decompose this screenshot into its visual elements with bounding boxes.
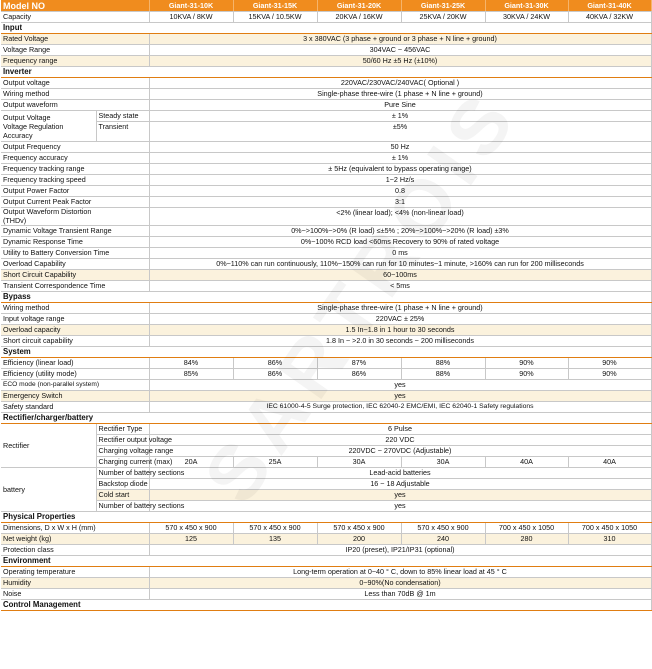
row-label: Backstop diode bbox=[96, 479, 149, 490]
cell-value: 135 bbox=[233, 534, 317, 545]
row-label: Net weight (kg) bbox=[1, 534, 149, 545]
row-value: 220VDC ~ 270VDC (Adjustable) bbox=[149, 446, 651, 457]
cell-value: 85% bbox=[149, 369, 233, 380]
cell-value: 86% bbox=[233, 358, 317, 369]
row-label: Rectifier output voltage bbox=[96, 435, 149, 446]
model-name: Giant-31-20K bbox=[317, 0, 401, 12]
table-row bbox=[1, 142, 651, 153]
cell-value: 240 bbox=[401, 534, 485, 545]
cell-value: 310 bbox=[568, 534, 651, 545]
table-row bbox=[1, 369, 651, 380]
row-label: Input voltage range bbox=[1, 314, 149, 325]
table-row bbox=[1, 534, 651, 545]
table-row bbox=[1, 100, 651, 111]
row-value: 0%~100% RCD load <60ms Recovery to 90% of rated voltage bbox=[149, 237, 651, 248]
table-row bbox=[1, 589, 651, 600]
table-row bbox=[1, 380, 651, 391]
cell-value: 20A bbox=[149, 457, 233, 468]
row-value: 304VAC ~ 456VAC bbox=[149, 45, 651, 56]
cell-value: 700 x 450 x 1050 bbox=[485, 523, 568, 534]
row-value: yes bbox=[149, 380, 651, 391]
cell-value: 125 bbox=[149, 534, 233, 545]
table-row bbox=[1, 523, 651, 534]
row-value: 50/60 Hz ±5 Hz (±10%) bbox=[149, 56, 651, 67]
row-label: Wiring method bbox=[1, 89, 149, 100]
section-title-control: Control Management bbox=[1, 600, 651, 611]
section-title-inverter: Inverter bbox=[1, 67, 651, 78]
row-value: 0%~>100%~>0% (R load) ≤±5% ; 20%~>100%~>20% (R load) ±3% bbox=[149, 226, 651, 237]
table-row bbox=[1, 248, 651, 259]
cell-value: 88% bbox=[401, 358, 485, 369]
regulation-label-line: Accuracy bbox=[3, 130, 33, 140]
row-label: Charging current (max) bbox=[96, 457, 149, 468]
row-label: Frequency accuracy bbox=[1, 153, 149, 164]
table-row bbox=[1, 78, 651, 89]
row-label: Short circuit capability bbox=[1, 336, 149, 347]
cell-value: 570 x 450 x 900 bbox=[149, 523, 233, 534]
row-value: yes bbox=[149, 391, 651, 402]
model-name: Giant-31-10K bbox=[149, 0, 233, 12]
table-row bbox=[1, 567, 651, 578]
row-value: Less than 70dB @ 1m bbox=[149, 589, 651, 600]
table-row bbox=[1, 402, 651, 413]
row-label: Wiring method bbox=[1, 303, 149, 314]
table-row bbox=[1, 197, 651, 208]
row-value: 1.5 In~1.8 in 1 hour to 30 seconds bbox=[149, 325, 651, 336]
cell-value: 30A bbox=[317, 457, 401, 468]
capacity-value: 15KVA / 10.5KW bbox=[233, 12, 317, 23]
row-value: ± 1% bbox=[149, 153, 651, 164]
row-label: Output waveform bbox=[1, 100, 149, 111]
table-row bbox=[1, 391, 651, 402]
row-label: Humidity bbox=[1, 578, 149, 589]
row-label: Utility to Battery Conversion Time bbox=[1, 248, 149, 259]
row-label: Frequency tracking range bbox=[1, 164, 149, 175]
spec-table bbox=[1, 0, 652, 611]
cell-value: 90% bbox=[485, 369, 568, 380]
steady-state-label: Steady state bbox=[96, 111, 149, 122]
regulation-label bbox=[1, 111, 96, 142]
row-value: yes bbox=[149, 490, 651, 501]
row-label: Efficiency (utility mode) bbox=[1, 369, 149, 380]
row-label: Noise bbox=[1, 589, 149, 600]
table-row bbox=[1, 545, 651, 556]
table-row bbox=[1, 270, 651, 281]
row-label: Safety standard bbox=[1, 402, 149, 413]
section-title-rectifier: Rectifier/charger/battery bbox=[1, 413, 651, 424]
table-row bbox=[1, 153, 651, 164]
table-row bbox=[1, 314, 651, 325]
row-label: Output Frequency bbox=[1, 142, 149, 153]
capacity-value: 10KVA / 8KW bbox=[149, 12, 233, 23]
model-name: Giant-31-40K bbox=[568, 0, 651, 12]
row-value: 220VAC ± 25% bbox=[149, 314, 651, 325]
row-label: Rated Voltage bbox=[1, 34, 149, 45]
table-row bbox=[1, 424, 651, 435]
cell-value: 30A bbox=[401, 457, 485, 468]
row-label: Dimensions, D x W x H (mm) bbox=[1, 523, 149, 534]
row-label: Voltage Range bbox=[1, 45, 149, 56]
capacity-value: 40KVA / 32KW bbox=[568, 12, 651, 23]
regulation-label-line: Voltage Regulation bbox=[3, 121, 64, 131]
cell-value: 700 x 450 x 1050 bbox=[568, 523, 651, 534]
row-value: < 5ms bbox=[149, 281, 651, 292]
row-label: ECO mode (non-parallel system) bbox=[1, 380, 149, 391]
cell-value: 280 bbox=[485, 534, 568, 545]
thd-label-line: (THDv) bbox=[3, 215, 27, 225]
cell-value: 90% bbox=[568, 369, 651, 380]
row-value: 0~90%(No condensation) bbox=[149, 578, 651, 589]
section-title-bypass: Bypass bbox=[1, 292, 651, 303]
thd-label bbox=[1, 208, 149, 226]
table-row bbox=[1, 34, 651, 45]
row-value: Pure Sine bbox=[149, 100, 651, 111]
row-label: Transient Correspondence Time bbox=[1, 281, 149, 292]
cell-value: 86% bbox=[317, 369, 401, 380]
cell-value: 570 x 450 x 900 bbox=[401, 523, 485, 534]
cell-value: 25A bbox=[233, 457, 317, 468]
row-value: yes bbox=[149, 501, 651, 512]
row-value: ±5% bbox=[149, 122, 651, 142]
capacity-value: 30KVA / 24KW bbox=[485, 12, 568, 23]
row-value: 3 x 380VAC (3 phase + ground or 3 phase + N line + ground) bbox=[149, 34, 651, 45]
table-row bbox=[1, 226, 651, 237]
cell-value: 570 x 450 x 900 bbox=[233, 523, 317, 534]
row-label: Emergency Switch bbox=[1, 391, 149, 402]
row-value: 6 Pulse bbox=[149, 424, 651, 435]
row-label: Frequency range bbox=[1, 56, 149, 67]
row-value: ± 1% bbox=[149, 111, 651, 122]
cell-value: 87% bbox=[317, 358, 401, 369]
section-title-physical: Physical Properties bbox=[1, 512, 651, 523]
model-name: Giant-31-30K bbox=[485, 0, 568, 12]
row-value: Lead-acid batteries bbox=[149, 468, 651, 479]
row-label: Overload Capability bbox=[1, 259, 149, 270]
table-row bbox=[1, 325, 651, 336]
row-value: 0.8 bbox=[149, 186, 651, 197]
table-row bbox=[1, 358, 651, 369]
table-row bbox=[1, 259, 651, 270]
row-value: 60~100ms bbox=[149, 270, 651, 281]
table-row bbox=[1, 468, 651, 479]
row-label: Output Power Factor bbox=[1, 186, 149, 197]
row-label: Capacity bbox=[1, 12, 149, 23]
table-row bbox=[1, 237, 651, 248]
row-value: 1~2 Hz/s bbox=[149, 175, 651, 186]
table-row bbox=[1, 501, 651, 512]
row-label: Short Circuit Capability bbox=[1, 270, 149, 281]
transient-label: Transient bbox=[96, 122, 149, 142]
table-row bbox=[1, 122, 651, 142]
capacity-value: 25KVA / 20KW bbox=[401, 12, 485, 23]
cell-value: 40A bbox=[568, 457, 651, 468]
model-name: Giant-31-15K bbox=[233, 0, 317, 12]
cell-value: 570 x 450 x 900 bbox=[317, 523, 401, 534]
cell-value: 88% bbox=[401, 369, 485, 380]
model-label: Model NO bbox=[1, 0, 149, 12]
cell-value: 200 bbox=[317, 534, 401, 545]
model-row bbox=[1, 0, 651, 12]
table-row bbox=[1, 111, 651, 122]
row-value: IEC 61000-4-5 Surge protection, IEC 62040-2 EMC/EMI, IEC 62040-1 Safety regulations bbox=[149, 402, 651, 413]
row-value: IP20 (preset), IP21/IP31 (optional) bbox=[149, 545, 651, 556]
table-row bbox=[1, 164, 651, 175]
table-row bbox=[1, 578, 651, 589]
row-label: Overload capacity bbox=[1, 325, 149, 336]
table-row bbox=[1, 457, 651, 468]
thd-label-line: Output Waveform Distortion bbox=[3, 207, 92, 216]
table-row bbox=[1, 435, 651, 446]
table-row bbox=[1, 175, 651, 186]
section-title-input: Input bbox=[1, 23, 651, 34]
row-label: Output voltage bbox=[1, 78, 149, 89]
row-value: Single-phase three-wire (1 phase + N line + ground) bbox=[149, 89, 651, 100]
cell-value: 90% bbox=[485, 358, 568, 369]
capacity-row bbox=[1, 12, 651, 23]
cell-value: 90% bbox=[568, 358, 651, 369]
section-title-system: System bbox=[1, 347, 651, 358]
table-row bbox=[1, 89, 651, 100]
row-value: Long-term operation at 0~40 ° C, down to 85% linear load at 45 ° C bbox=[149, 567, 651, 578]
row-label: Charging voltage range bbox=[96, 446, 149, 457]
row-value: Single-phase three-wire (1 phase + N line + ground) bbox=[149, 303, 651, 314]
row-label: Frequency tracking speed bbox=[1, 175, 149, 186]
table-row bbox=[1, 479, 651, 490]
row-value: 0 ms bbox=[149, 248, 651, 259]
table-row bbox=[1, 336, 651, 347]
section-title-environment: Environment bbox=[1, 556, 651, 567]
table-row bbox=[1, 303, 651, 314]
row-value: <2% (linear load); <4% (non-linear load) bbox=[149, 208, 651, 226]
capacity-value: 20KVA / 16KW bbox=[317, 12, 401, 23]
table-row bbox=[1, 446, 651, 457]
table-row bbox=[1, 186, 651, 197]
row-value: 3:1 bbox=[149, 197, 651, 208]
row-value: 220VAC/230VAC/240VAC( Optional ) bbox=[149, 78, 651, 89]
row-value: 50 Hz bbox=[149, 142, 651, 153]
cell-value: 86% bbox=[233, 369, 317, 380]
table-row bbox=[1, 208, 651, 226]
table-row bbox=[1, 281, 651, 292]
cell-value: 40A bbox=[485, 457, 568, 468]
row-label: Number of battery sections bbox=[96, 501, 149, 512]
row-label: Number of battery sections bbox=[96, 468, 149, 479]
row-value: 0%~110% can run continuously, 110%~150% can run for 10 minutes~1 minute, >160% can run for 200 milliseconds bbox=[149, 259, 651, 270]
rectifier-group-label: Rectifier bbox=[1, 424, 96, 468]
row-label: Output Current Peak Factor bbox=[1, 197, 149, 208]
row-value: 220 VDC bbox=[149, 435, 651, 446]
cell-value: 84% bbox=[149, 358, 233, 369]
row-label: Operating temperature bbox=[1, 567, 149, 578]
model-name: Giant-31-25K bbox=[401, 0, 485, 12]
row-value: 16 ~ 18 Adjustable bbox=[149, 479, 651, 490]
row-label: Dynamic Response Time bbox=[1, 237, 149, 248]
row-value: 1.8 In ~ >2.0 in 30 seconds ~ 200 milliseconds bbox=[149, 336, 651, 347]
row-label: Protection class bbox=[1, 545, 149, 556]
table-row bbox=[1, 45, 651, 56]
row-label: Rectifier Type bbox=[96, 424, 149, 435]
battery-group-label: battery bbox=[1, 468, 96, 512]
table-row bbox=[1, 56, 651, 67]
row-label: Cold start bbox=[96, 490, 149, 501]
row-label: Dynamic Voltage Transient Range bbox=[1, 226, 149, 237]
table-row bbox=[1, 490, 651, 501]
regulation-label-line: Output Voltage bbox=[3, 112, 51, 122]
row-value: ± 5Hz (equivalent to bypass operating range) bbox=[149, 164, 651, 175]
row-label: Efficiency (linear load) bbox=[1, 358, 149, 369]
